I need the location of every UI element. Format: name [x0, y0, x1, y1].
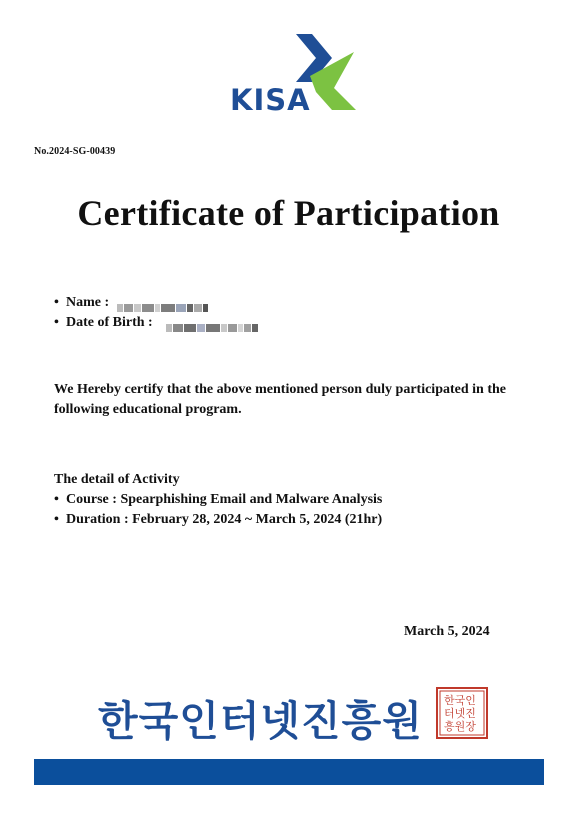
- bullet: •: [54, 295, 59, 310]
- bullet: •: [54, 512, 59, 527]
- duration-label: Duration :: [66, 512, 129, 527]
- activity-details: [54, 470, 382, 530]
- course-row: [54, 490, 382, 510]
- kisa-logo: [228, 30, 358, 112]
- duration-value: February 28, 2024 ~ March 5, 2024 (21hr): [132, 512, 383, 527]
- bullet: •: [54, 492, 59, 507]
- name-row: [54, 293, 209, 313]
- activity-heading: The detail of Activity: [54, 472, 180, 487]
- dob-label: Date of Birth :: [66, 315, 153, 330]
- dob-row: [54, 313, 259, 333]
- issue-date: March 5, 2024: [404, 624, 490, 639]
- bullet: •: [54, 315, 59, 330]
- official-seal: [436, 687, 488, 739]
- course-value: Spearphishing Email and Malware Analysis: [120, 492, 383, 507]
- certificate-title: Certificate of Participation: [77, 193, 500, 233]
- organization-name: 한국인터넷진흥원: [98, 697, 423, 745]
- dob-redacted: [166, 318, 259, 327]
- certification-statement: We Hereby certify that the above mentioned person duly participated in the following educational program.: [54, 382, 506, 417]
- course-label: Course :: [66, 492, 117, 507]
- name-redacted: [117, 298, 209, 307]
- svg-text:흥원장: 흥원장: [444, 720, 476, 733]
- name-label: Name :: [66, 295, 110, 310]
- footer-band: [34, 759, 544, 785]
- svg-text:터넷진: 터넷진: [444, 707, 476, 720]
- svg-text:한국인: 한국인: [444, 694, 476, 707]
- logo-text: KISA: [230, 83, 311, 112]
- duration-row: [54, 510, 382, 530]
- certificate-number: No.2024-SG-00439: [34, 146, 116, 157]
